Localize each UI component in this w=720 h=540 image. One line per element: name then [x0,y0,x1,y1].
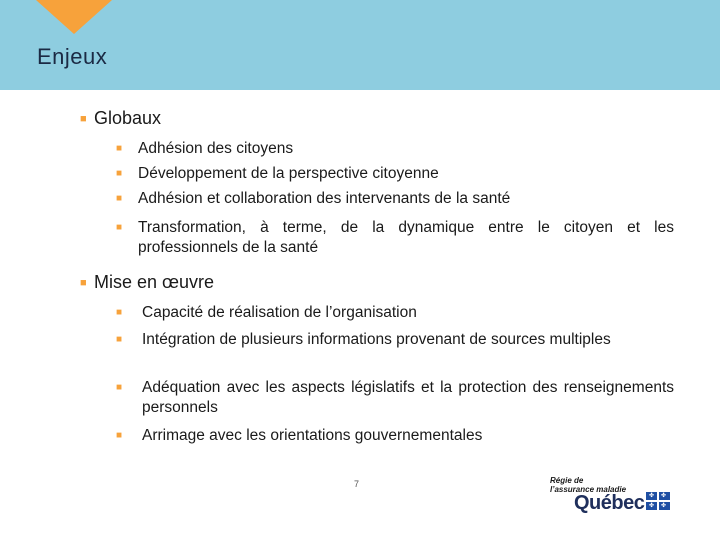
square-bullet-icon: ■ [116,334,123,345]
list-item [116,378,674,418]
logo-name: Québec [574,492,645,514]
page-number: 7 [354,479,360,489]
square-bullet-icon: ■ [116,222,123,233]
list-item-text: Adéquation avec les aspects législatifs et la protection des renseignements personnels [142,379,674,416]
square-bullet-icon: ■ [80,277,87,289]
square-bullet-icon: ■ [116,193,123,204]
list-item [116,218,674,258]
list-item [116,189,676,209]
list-item-text: Développement de la perspective citoyenne [138,165,439,182]
section-heading-globaux [80,108,161,129]
square-bullet-icon: ■ [80,113,87,125]
logo-line1: Régie de [550,476,584,485]
list-item [116,330,674,350]
ramq-logo [548,474,676,516]
square-bullet-icon: ■ [116,430,123,441]
logo-line2: l’assurance maladie [550,485,627,494]
list-item-text: Capacité de réalisation de l’organisation [142,304,417,321]
list-item-text: Transformation, à terme, de la dynamique entre le citoyen et les professionnels de la santé [138,219,674,256]
square-bullet-icon: ■ [116,143,123,154]
list-item-text: Arrimage avec les orientations gouvernementales [142,427,483,444]
square-bullet-icon: ■ [116,307,123,318]
list-item-text: Adhésion des citoyens [138,140,294,157]
list-item [116,139,676,159]
list-item-text: Adhésion et collaboration des intervenants de la santé [138,190,511,207]
quebec-flag-icon: ✤ ✤ ✤ ✤ [646,492,670,510]
section-heading-text: Mise en œuvre [94,272,215,292]
section-heading-mise-en-oeuvre [80,272,214,293]
square-bullet-icon: ■ [116,168,123,179]
slide-title: Enjeux [37,44,108,69]
list-item [116,426,674,446]
section-heading-text: Globaux [94,108,162,128]
list-item-text: Intégration de plusieurs informations provenant de sources multiples [142,331,611,348]
square-bullet-icon: ■ [116,382,123,393]
list-item [116,303,674,323]
list-item [116,164,676,184]
